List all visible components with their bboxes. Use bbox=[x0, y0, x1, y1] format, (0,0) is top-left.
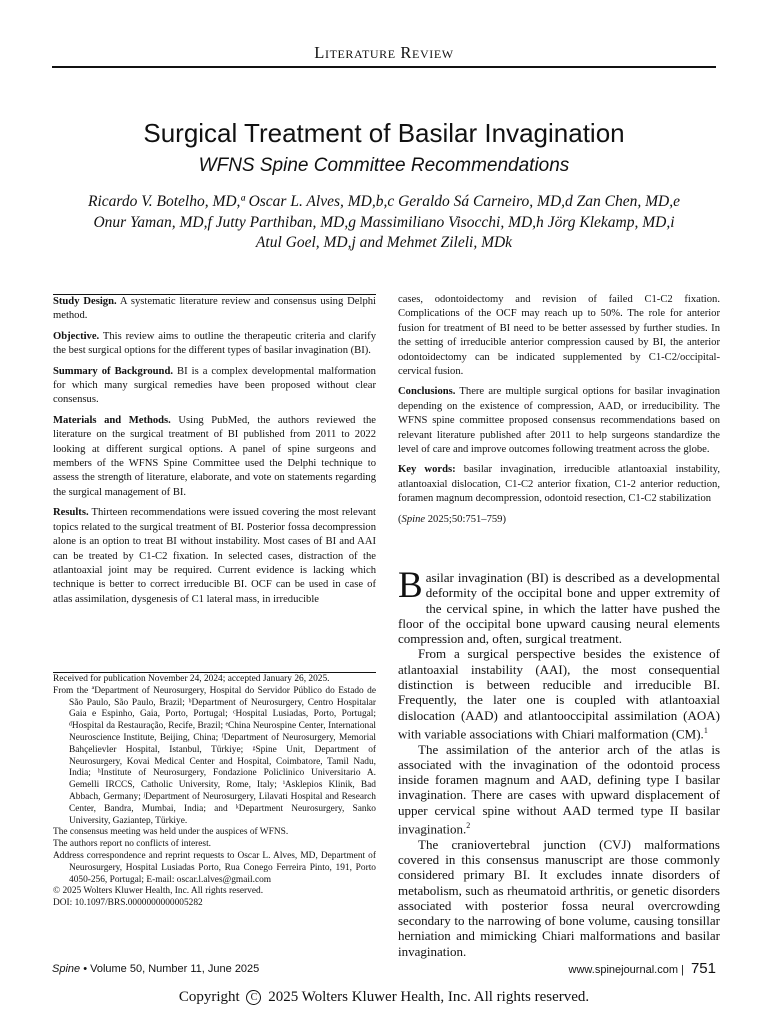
body-paragraph-1-text: asilar invagination (BI) is described as a developmental deformity of the occipital bone and upper extremity of the cervical spine, in which the latter have pushed the floor of the occipital bone upward causing neural elements compression and, often, surgical treatment. bbox=[398, 570, 720, 647]
abstract-right-column bbox=[398, 293, 720, 527]
footer-separator: | bbox=[677, 964, 687, 976]
abstract-left-column bbox=[53, 295, 376, 613]
footer-website-link[interactable]: www.spinejournal.com bbox=[568, 964, 678, 976]
body-paragraph-1 bbox=[398, 565, 720, 647]
author-list bbox=[60, 192, 708, 254]
drop-cap: B bbox=[398, 565, 423, 606]
footnotes bbox=[53, 674, 376, 910]
footnote-address: Address correspondence and reprint requests to Oscar L. Alves, MD, Department of Neurosurgery, Hospital Lusiadas Porto, Rua Conego Ferreira Pinto, 191, Porto 4050-256, Portugal; E-mail: oscar.l.alves@gmail.com bbox=[53, 850, 376, 885]
citation-rest: 2025;50:751–759) bbox=[425, 513, 507, 525]
footnote-rule bbox=[53, 672, 376, 673]
keywords-text: basilar invagination, irreducible atlantoaxial instability, atlantoaxial dislocation, C1-C2 anterior fixation, C1-2 anterior reduction, foramen magnum decompression, odontoid resection, C1-C2 stabilization bbox=[398, 464, 720, 505]
footnote-doi[interactable]: DOI: 10.1097/BRS.0000000000005282 bbox=[53, 898, 203, 909]
study-design-text: A systematic literature review and consensus using Delphi method. bbox=[53, 296, 376, 322]
body-text bbox=[398, 565, 720, 959]
conclusions-text: There are multiple surgical options for basilar invagination depending on the existence of compression, AAD, or irreducibility. The WFNS spine committee proposed consensus recommendations based on relevant literature published after 2011 to help surgeons standardize the level of care and improve outcomes following treatment across the globe. bbox=[398, 386, 720, 456]
copyright-bar bbox=[0, 989, 768, 1006]
footer-journal: Spine bbox=[52, 963, 81, 975]
copyright-label: Copyright bbox=[178, 989, 240, 1005]
footer-issue: • Volume 50, Number 11, June 2025 bbox=[80, 963, 260, 975]
background-label: Summary of Background. bbox=[53, 365, 173, 377]
article-subtitle: WFNS Spine Committee Recommendations bbox=[198, 155, 570, 176]
footer-journal-info bbox=[52, 963, 259, 975]
footnote-affiliations: From the ªDepartment of Neurosurgery, Hospital do Servidor Público do Estado de São Paulo, São Paulo, Brazil; ᵇDepartment of Neurosurgery, Centro Hospitalar Gaia e Espinho, Gaia, Porto, Portugal; ᶜHospital Lusiadas, Porto, Portugal; ᵈHospital da Restauração, Recife, Brazil; ᵉChina Neurospine Center, International Neuroscience Institute, Beijing, China; ᶠDepartment of Neurosurgery, Memorial Bahçelievler Hospital, Istanbul, Türkiye; ᵍSpine Unit, Department of Neurosurgery, Kovai Medical Center and Hospital, Coimbatore, Tamil Nadu, India; ʰInstitute of Neurosurgery, Fondazione Policlinico Universitario A. Gemelli IRCCS, Catholic University, Rome, Italy; ⁱAsklepios Klinik, Bad Abbach, Germany; ʲDepartment of Neurosurgery, Lilavati Hospital and Research Center, Bandra, Mumbai, India; and ᵏDepartment Neurosurgery, Sanko University, Gaziantep, Türkiye. bbox=[53, 685, 376, 826]
citation-open: ( bbox=[398, 513, 402, 525]
abstract-study-design bbox=[53, 295, 376, 324]
results-label: Results. bbox=[53, 507, 89, 519]
page-footer bbox=[52, 960, 716, 978]
section-label: Literature Review bbox=[314, 43, 454, 62]
abstract-results bbox=[53, 506, 376, 607]
background-text: BI is a complex developmental malformation for which many surgical remedies have been proposed without clear consensus. bbox=[53, 365, 376, 406]
footnote-consensus: The consensus meeting was held under the auspices of WFNS. bbox=[53, 827, 289, 838]
author-line-1: Ricardo V. Botelho, MD,ª Oscar L. Alves, MD,b,c Geraldo Sá Carneiro, MD,d Zan Chen, MD,e bbox=[88, 193, 680, 210]
body-paragraph-3 bbox=[398, 742, 720, 837]
footnote-copyright: © 2025 Wolters Kluwer Health, Inc. All rights reserved. bbox=[53, 886, 264, 897]
abstract-background bbox=[53, 365, 376, 408]
keywords-label: Key words: bbox=[398, 464, 456, 476]
author-line-2: Onur Yaman, MD,f Jutty Parthiban, MD,g Massimiliano Visocchi, MD,h Jörg Klekamp, MD,i bbox=[93, 213, 675, 231]
reference-2[interactable]: 2 bbox=[466, 821, 471, 831]
footnote-conflicts: The authors report no conflicts of interest. bbox=[53, 839, 212, 850]
objective-label: Objective. bbox=[53, 330, 100, 342]
copyright-icon: C bbox=[246, 990, 261, 1005]
body-paragraph-2 bbox=[398, 646, 720, 741]
study-design-label: Study Design. bbox=[53, 296, 117, 307]
footnote-received: Received for publication November 24, 2024; accepted January 26, 2025. bbox=[53, 674, 330, 684]
conclusions-label: Conclusions. bbox=[398, 386, 456, 398]
body-paragraph-3-text: The assimilation of the anterior arch of the atlas is associated with the invagination of the odontoid process inside foramen magnum and AAD, defining type I basilar invagination. There are cases with upward displacement of upper cervical spine without AAD termed type II basilar invagination. bbox=[398, 741, 720, 837]
reference-1[interactable]: 1 bbox=[703, 725, 708, 735]
article-title: Surgical Treatment of Basilar Invagination bbox=[143, 118, 625, 148]
page-number: 751 bbox=[690, 960, 716, 977]
methods-label: Materials and Methods. bbox=[53, 414, 171, 426]
citation bbox=[398, 513, 720, 527]
abstract-results-continued: cases, odontoidectomy and revision of failed C1-C2 fixation. Complications of the OCF may reach up to 50%. The role for anterior fusion for treatment of BI need to be better assessed by further studies. In the setting of irreducible anterior compression caused by BI, the anterior odontoidectomy can be indicated supplemented by C1-C2/occipital-cervical fusion. bbox=[398, 294, 720, 378]
author-line-3: Atul Goel, MD,j and Mehmet Zileli, MDk bbox=[255, 234, 513, 251]
body-paragraph-4: The craniovertebral junction (CVJ) malformations covered in this consensus manuscript are those commonly considered primary BI. It excludes innate disorders of metabolism, such as rheumatoid arthritis, or genetic disorders associated with posterior fossa neural overcrowding secondary to the narrowing of bone volume, causing tonsillar herniation and mimicking Chiari malformations and basilar invagination. bbox=[398, 836, 720, 959]
section-rule bbox=[52, 66, 716, 68]
body-paragraph-2-text: From a surgical perspective besides the existence of atlantoaxial instability (AAI), the most consequential distinction is between reducible and irreducible BI. Frequently, the later one is coupled with atlantoaxial dislocation (AAD) and atlantooccipital assimilation (AOA) with variable associations with Chiari malformation (CM). bbox=[398, 646, 720, 742]
results-text: Thirteen recommendations were issued covering the most relevant topics related to the surgical treatment of BI. Posterior fossa decompression alone is an option to treat BI without instability. Most cases of BI and AAI can be treated by C1-C2 fixation. In selected cases, distraction of the atlantoaxial joint may be required. Current evidence is lacking which technique is better to correct irreducible BI. OCF can be used in case of atlas assimilation, dysgenesis of C1 lateral mass, in irreducible bbox=[53, 507, 376, 605]
citation-journal: Spine bbox=[401, 513, 426, 525]
abstract-conclusions bbox=[398, 385, 720, 457]
methods-text: Using PubMed, the authors reviewed the literature on the surgical treatment of BI published from 2011 to 2022 looking at different surgical options. A panel of spine surgeons and members of the WFNS Spine Committee used the Delphi technique to assess the strength of literature, elaborate, and vote on statements regarding the surgical management of BI. bbox=[53, 414, 376, 498]
copyright-text: 2025 Wolters Kluwer Health, Inc. All rights reserved. bbox=[268, 989, 590, 1005]
abstract-methods bbox=[53, 414, 376, 500]
footer-right bbox=[569, 960, 716, 977]
abstract-objective bbox=[53, 330, 376, 359]
objective-text: This review aims to outline the therapeutic criteria and clarify the best surgical options for the different types of basilar invagination (BI). bbox=[53, 330, 376, 357]
abstract-keywords bbox=[398, 463, 720, 506]
